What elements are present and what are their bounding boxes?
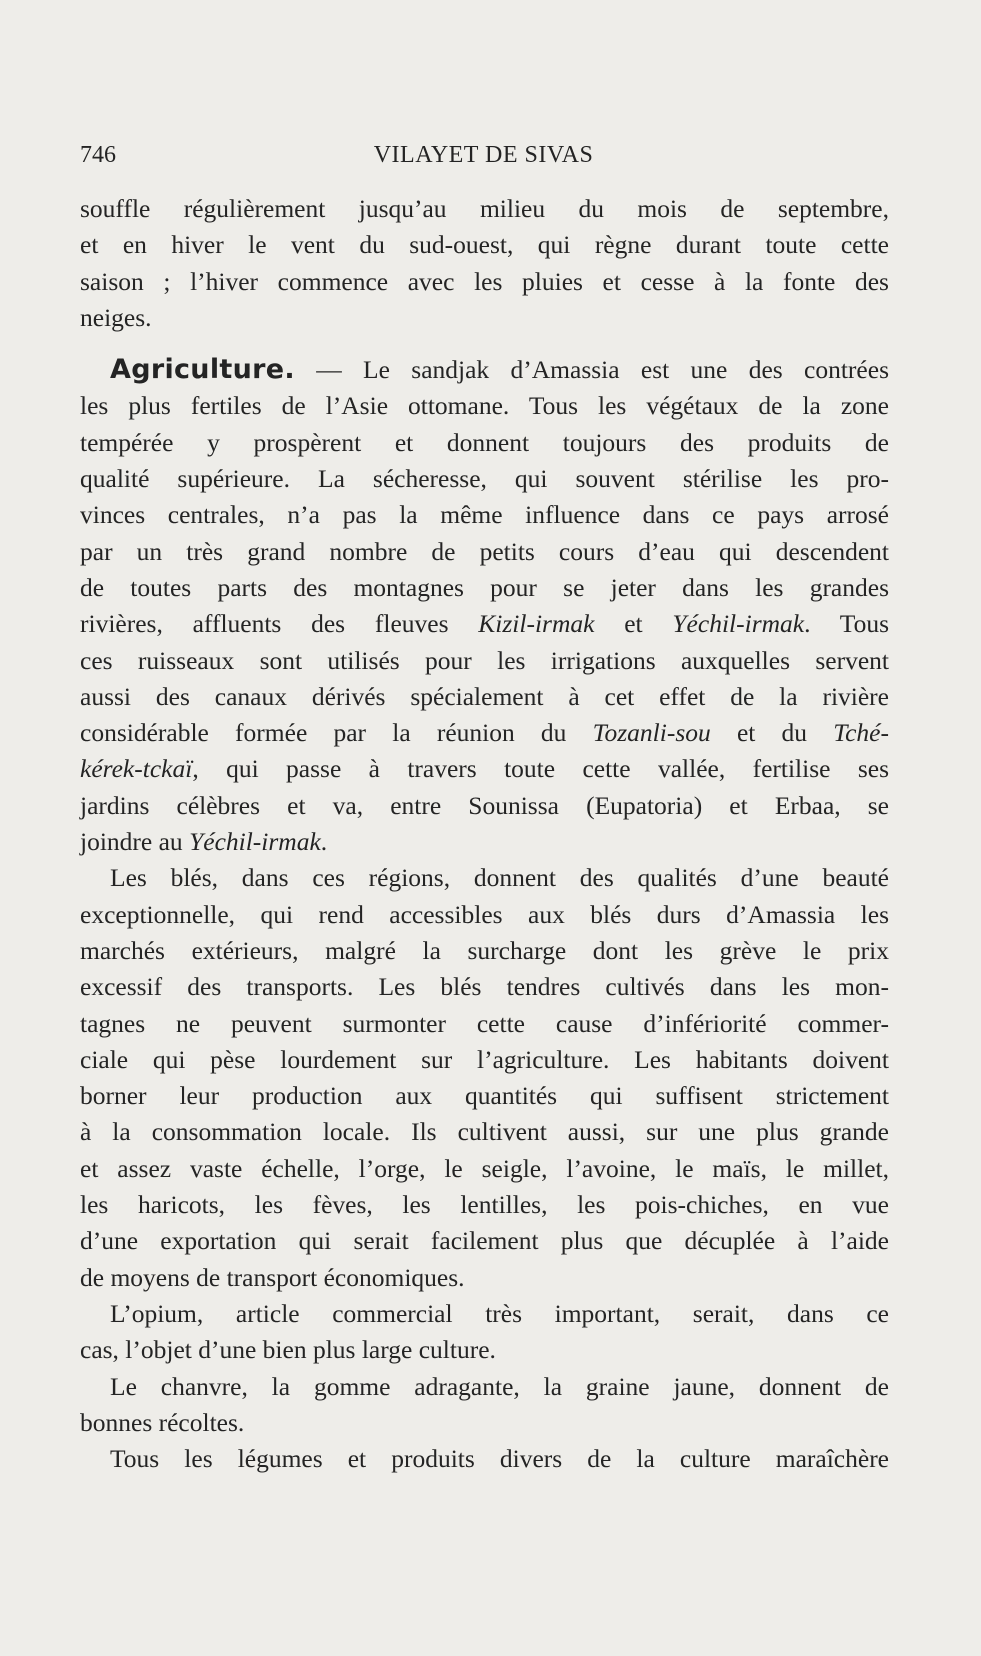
text-line: ces ruisseaux sont utilisés pour les irrigations auxquelles servent (80, 645, 889, 675)
running-header (80, 136, 887, 176)
text-line: L’opium, article commercial très important, serait, dans ce (110, 1298, 889, 1328)
text-line: aussi des canaux dérivés spécialement à cet effet de la rivière (80, 681, 889, 711)
paragraph-climate (80, 191, 889, 336)
river-name: Tozanli-sou (592, 718, 711, 748)
river-name: kérek-tckaï (80, 754, 193, 784)
paragraph-hemp (80, 1369, 889, 1442)
text-line: exceptionnelle, qui rend accessibles aux blés durs d’Amassia les (80, 899, 889, 929)
text-line: par un très grand nombre de petits cours d’eau qui descendent (80, 536, 889, 566)
text-line: ciale qui pèse lourdement sur l’agriculture. Les habitants doivent (80, 1044, 889, 1074)
text-line: tagnes ne peuvent surmonter cette cause d’infériorité commer- (80, 1008, 889, 1038)
text-line: considérable formée par la réunion du Tozanli-sou et du Tché- (80, 718, 889, 748)
running-title: VILAYET DE SIVAS (373, 142, 594, 168)
paragraph-vegetables (80, 1441, 889, 1477)
text-line: les plus fertiles de l’Asie ottomane. Tous les végétaux de la zone (80, 391, 889, 421)
text-line: joindre au Yéchil-irmak. (80, 827, 328, 857)
text-line: jardins célèbres et va, entre Sounissa (Eupatoria) et Erbaa, se (80, 790, 889, 820)
text-line: de moyens de transport économiques. (80, 1262, 465, 1292)
paragraph-wheat (80, 860, 889, 1296)
text-line: et assez vaste échelle, l’orge, le seigle, l’avoine, le maïs, le millet, (80, 1153, 889, 1183)
text-line: et en hiver le vent du sud-ouest, qui règne durant toute cette (80, 230, 889, 260)
text-line: à la consommation locale. Ils cultivent aussi, sur une plus grande (80, 1117, 889, 1147)
text-line: cas, l’objet d’une bien plus large culture. (80, 1335, 496, 1365)
text-line: neiges. (80, 302, 152, 332)
text-line: Tous les légumes et produits divers de la culture maraîchère (110, 1444, 889, 1474)
section-heading: Agriculture. (110, 354, 295, 386)
text-line: saison ; l’hiver commence avec les pluies et cesse à la fonte des (80, 266, 889, 296)
text-line: souffle régulièrement jusqu’au milieu du mois de septembre, (80, 194, 889, 223)
text-line: Les blés, dans ces régions, donnent des qualités d’une beauté (110, 863, 889, 893)
paragraph-opium (80, 1296, 889, 1369)
text-line: rivières, affluents des fleuves Kizil-irmak et Yéchil-irmak. Tous (80, 609, 890, 639)
text-line: kérek-tckaï, qui passe à travers toute cette vallée, fertilise ses (80, 754, 889, 784)
text-line: d’une exportation qui serait facilement plus que décuplée à l’aide (80, 1226, 889, 1256)
text-line: Le chanvre, la gomme adragante, la graine jaune, donnent de (110, 1371, 889, 1401)
page-body (80, 191, 889, 1477)
river-name: Kizil-irmak (478, 609, 595, 639)
paragraph-agriculture (80, 352, 889, 860)
text-line: Agriculture. — Le sandjak d’Amassia est une des contrées (110, 354, 889, 386)
text-line: tempérée y prospèrent et donnent toujours des produits de (80, 427, 889, 457)
text-line: de toutes parts des montagnes pour se jeter dans les grandes (80, 572, 889, 602)
river-name: Yéchil-irmak (672, 609, 805, 639)
text-line: marchés extérieurs, malgré la surcharge dont les grève le prix (80, 935, 889, 965)
text-line: borner leur production aux quantités qui suffisent strictement (80, 1081, 889, 1111)
text-line: vinces centrales, n’a pas la même influence dans ce pays arrosé (80, 500, 889, 530)
page-number: 746 (80, 142, 116, 168)
text-line: bonnes récoltes. (80, 1407, 245, 1437)
text-line: les haricots, les fèves, les lentilles, les pois-chiches, en vue (80, 1190, 889, 1220)
river-name: Yéchil-irmak (189, 827, 321, 857)
text-line: qualité supérieure. La sécheresse, qui souvent stérilise les pro- (80, 464, 889, 494)
text-line: excessif des transports. Les blés tendres cultivés dans les mon- (80, 972, 889, 1002)
river-name: Tché- (833, 718, 889, 748)
